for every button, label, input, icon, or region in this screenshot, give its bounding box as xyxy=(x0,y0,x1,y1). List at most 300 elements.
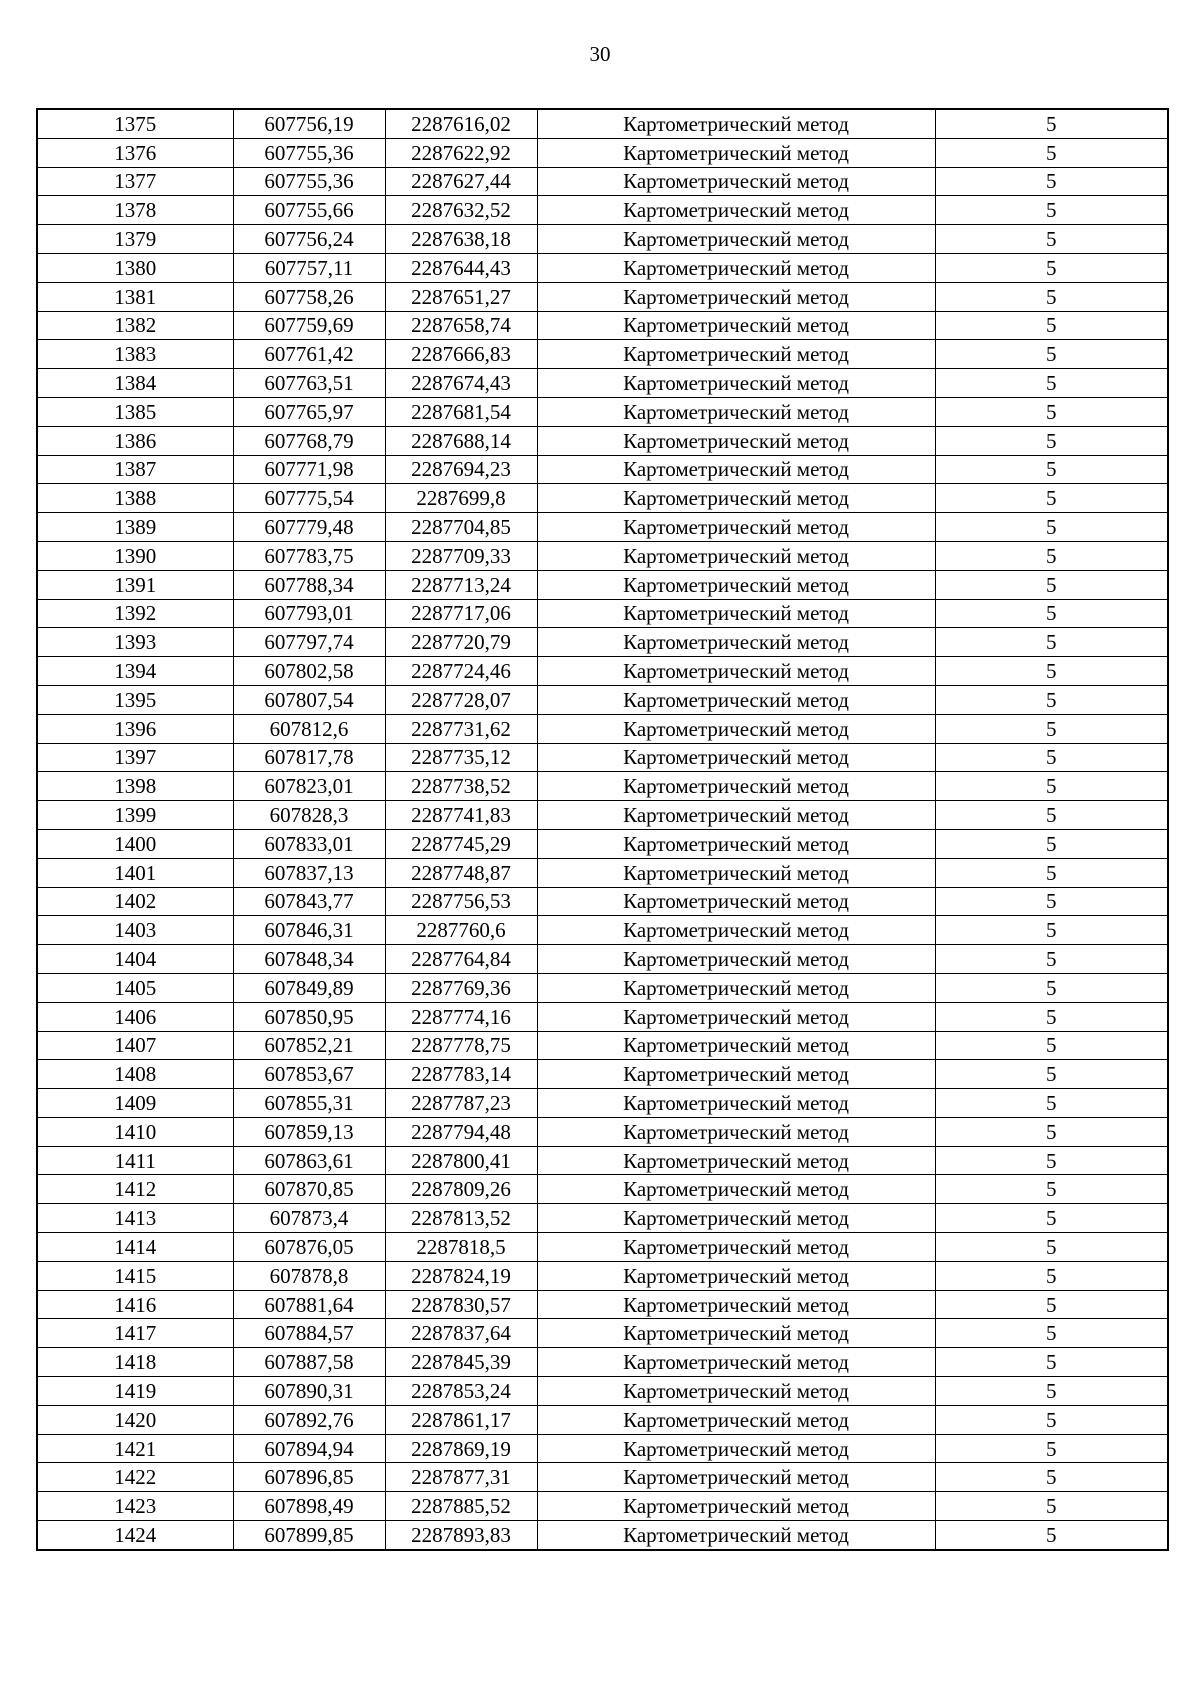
point-number-cell: 1424 xyxy=(37,1521,233,1550)
accuracy-cell: 5 xyxy=(935,916,1168,945)
y-coordinate-cell: 2287861,17 xyxy=(385,1405,537,1434)
y-coordinate-cell: 2287632,52 xyxy=(385,196,537,225)
y-coordinate-cell: 2287853,24 xyxy=(385,1377,537,1406)
point-number-cell: 1419 xyxy=(37,1377,233,1406)
accuracy-cell: 5 xyxy=(935,1002,1168,1031)
table-row xyxy=(37,138,1168,167)
y-coordinate-cell: 2287824,19 xyxy=(385,1261,537,1290)
method-cell: Картометрический метод xyxy=(537,1031,935,1060)
point-number-cell: 1420 xyxy=(37,1405,233,1434)
accuracy-cell: 5 xyxy=(935,1521,1168,1550)
method-cell: Картометрический метод xyxy=(537,1377,935,1406)
y-coordinate-cell: 2287699,8 xyxy=(385,484,537,513)
y-coordinate-cell: 2287651,27 xyxy=(385,282,537,311)
x-coordinate-cell: 607884,57 xyxy=(233,1319,385,1348)
point-number-cell: 1387 xyxy=(37,455,233,484)
point-number-cell: 1399 xyxy=(37,801,233,830)
x-coordinate-cell: 607812,6 xyxy=(233,714,385,743)
y-coordinate-cell: 2287674,43 xyxy=(385,369,537,398)
method-cell: Картометрический метод xyxy=(537,1060,935,1089)
y-coordinate-cell: 2287769,36 xyxy=(385,973,537,1002)
point-number-cell: 1405 xyxy=(37,973,233,1002)
x-coordinate-cell: 607837,13 xyxy=(233,858,385,887)
method-cell: Картометрический метод xyxy=(537,340,935,369)
y-coordinate-cell: 2287813,52 xyxy=(385,1204,537,1233)
method-cell: Картометрический метод xyxy=(537,484,935,513)
table-row xyxy=(37,743,1168,772)
x-coordinate-cell: 607853,67 xyxy=(233,1060,385,1089)
table-row xyxy=(37,1348,1168,1377)
point-number-cell: 1417 xyxy=(37,1319,233,1348)
point-number-cell: 1418 xyxy=(37,1348,233,1377)
y-coordinate-cell: 2287627,44 xyxy=(385,167,537,196)
method-cell: Картометрический метод xyxy=(537,714,935,743)
x-coordinate-cell: 607894,94 xyxy=(233,1434,385,1463)
method-cell: Картометрический метод xyxy=(537,685,935,714)
accuracy-cell: 5 xyxy=(935,1233,1168,1262)
x-coordinate-cell: 607898,49 xyxy=(233,1492,385,1521)
accuracy-cell: 5 xyxy=(935,1492,1168,1521)
table-row xyxy=(37,887,1168,916)
accuracy-cell: 5 xyxy=(935,484,1168,513)
method-cell: Картометрический метод xyxy=(537,1434,935,1463)
point-number-cell: 1375 xyxy=(37,109,233,138)
table-row xyxy=(37,858,1168,887)
point-number-cell: 1402 xyxy=(37,887,233,916)
coordinates-table-body xyxy=(37,109,1168,1550)
x-coordinate-cell: 607755,36 xyxy=(233,138,385,167)
method-cell: Картометрический метод xyxy=(537,1290,935,1319)
x-coordinate-cell: 607763,51 xyxy=(233,369,385,398)
point-number-cell: 1422 xyxy=(37,1463,233,1492)
method-cell: Картометрический метод xyxy=(537,916,935,945)
x-coordinate-cell: 607848,34 xyxy=(233,945,385,974)
table-row xyxy=(37,1204,1168,1233)
point-number-cell: 1386 xyxy=(37,426,233,455)
y-coordinate-cell: 2287658,74 xyxy=(385,311,537,340)
method-cell: Картометрический метод xyxy=(537,858,935,887)
table-row xyxy=(37,1261,1168,1290)
table-row xyxy=(37,1521,1168,1550)
method-cell: Картометрический метод xyxy=(537,743,935,772)
point-number-cell: 1391 xyxy=(37,570,233,599)
y-coordinate-cell: 2287794,48 xyxy=(385,1117,537,1146)
x-coordinate-cell: 607759,69 xyxy=(233,311,385,340)
method-cell: Картометрический метод xyxy=(537,138,935,167)
accuracy-cell: 5 xyxy=(935,657,1168,686)
x-coordinate-cell: 607843,77 xyxy=(233,887,385,916)
method-cell: Картометрический метод xyxy=(537,513,935,542)
method-cell: Картометрический метод xyxy=(537,282,935,311)
y-coordinate-cell: 2287731,62 xyxy=(385,714,537,743)
x-coordinate-cell: 607761,42 xyxy=(233,340,385,369)
x-coordinate-cell: 607756,24 xyxy=(233,225,385,254)
point-number-cell: 1389 xyxy=(37,513,233,542)
point-number-cell: 1408 xyxy=(37,1060,233,1089)
table-row xyxy=(37,1089,1168,1118)
table-row xyxy=(37,1060,1168,1089)
accuracy-cell: 5 xyxy=(935,973,1168,1002)
y-coordinate-cell: 2287644,43 xyxy=(385,253,537,282)
method-cell: Картометрический метод xyxy=(537,1117,935,1146)
method-cell: Картометрический метод xyxy=(537,1463,935,1492)
accuracy-cell: 5 xyxy=(935,1377,1168,1406)
table-row xyxy=(37,1031,1168,1060)
table-row xyxy=(37,570,1168,599)
table-row xyxy=(37,714,1168,743)
table-row xyxy=(37,1463,1168,1492)
point-number-cell: 1400 xyxy=(37,829,233,858)
y-coordinate-cell: 2287713,24 xyxy=(385,570,537,599)
y-coordinate-cell: 2287717,06 xyxy=(385,599,537,628)
table-row xyxy=(37,369,1168,398)
table-row xyxy=(37,196,1168,225)
method-cell: Картометрический метод xyxy=(537,1175,935,1204)
x-coordinate-cell: 607896,85 xyxy=(233,1463,385,1492)
y-coordinate-cell: 2287681,54 xyxy=(385,397,537,426)
accuracy-cell: 5 xyxy=(935,628,1168,657)
table-row xyxy=(37,484,1168,513)
point-number-cell: 1410 xyxy=(37,1117,233,1146)
point-number-cell: 1423 xyxy=(37,1492,233,1521)
point-number-cell: 1383 xyxy=(37,340,233,369)
table-row xyxy=(37,397,1168,426)
y-coordinate-cell: 2287738,52 xyxy=(385,772,537,801)
method-cell: Картометрический метод xyxy=(537,311,935,340)
accuracy-cell: 5 xyxy=(935,455,1168,484)
point-number-cell: 1407 xyxy=(37,1031,233,1060)
y-coordinate-cell: 2287616,02 xyxy=(385,109,537,138)
method-cell: Картометрический метод xyxy=(537,657,935,686)
y-coordinate-cell: 2287741,83 xyxy=(385,801,537,830)
accuracy-cell: 5 xyxy=(935,1146,1168,1175)
accuracy-cell: 5 xyxy=(935,685,1168,714)
x-coordinate-cell: 607887,58 xyxy=(233,1348,385,1377)
table-row xyxy=(37,1319,1168,1348)
accuracy-cell: 5 xyxy=(935,1463,1168,1492)
table-row xyxy=(37,1175,1168,1204)
method-cell: Картометрический метод xyxy=(537,541,935,570)
point-number-cell: 1394 xyxy=(37,657,233,686)
x-coordinate-cell: 607890,31 xyxy=(233,1377,385,1406)
y-coordinate-cell: 2287869,19 xyxy=(385,1434,537,1463)
point-number-cell: 1412 xyxy=(37,1175,233,1204)
point-number-cell: 1414 xyxy=(37,1233,233,1262)
accuracy-cell: 5 xyxy=(935,801,1168,830)
table-row xyxy=(37,685,1168,714)
point-number-cell: 1397 xyxy=(37,743,233,772)
y-coordinate-cell: 2287774,16 xyxy=(385,1002,537,1031)
x-coordinate-cell: 607802,58 xyxy=(233,657,385,686)
accuracy-cell: 5 xyxy=(935,743,1168,772)
point-number-cell: 1388 xyxy=(37,484,233,513)
accuracy-cell: 5 xyxy=(935,225,1168,254)
method-cell: Картометрический метод xyxy=(537,1002,935,1031)
accuracy-cell: 5 xyxy=(935,945,1168,974)
y-coordinate-cell: 2287760,6 xyxy=(385,916,537,945)
accuracy-cell: 5 xyxy=(935,1434,1168,1463)
point-number-cell: 1380 xyxy=(37,253,233,282)
x-coordinate-cell: 607881,64 xyxy=(233,1290,385,1319)
point-number-cell: 1416 xyxy=(37,1290,233,1319)
method-cell: Картометрический метод xyxy=(537,1521,935,1550)
method-cell: Картометрический метод xyxy=(537,1405,935,1434)
table-row xyxy=(37,225,1168,254)
x-coordinate-cell: 607755,66 xyxy=(233,196,385,225)
table-row xyxy=(37,1492,1168,1521)
x-coordinate-cell: 607817,78 xyxy=(233,743,385,772)
accuracy-cell: 5 xyxy=(935,1117,1168,1146)
x-coordinate-cell: 607788,34 xyxy=(233,570,385,599)
point-number-cell: 1395 xyxy=(37,685,233,714)
table-row xyxy=(37,829,1168,858)
y-coordinate-cell: 2287885,52 xyxy=(385,1492,537,1521)
table-row xyxy=(37,1377,1168,1406)
y-coordinate-cell: 2287748,87 xyxy=(385,858,537,887)
x-coordinate-cell: 607758,26 xyxy=(233,282,385,311)
accuracy-cell: 5 xyxy=(935,541,1168,570)
point-number-cell: 1413 xyxy=(37,1204,233,1233)
x-coordinate-cell: 607863,61 xyxy=(233,1146,385,1175)
y-coordinate-cell: 2287800,41 xyxy=(385,1146,537,1175)
y-coordinate-cell: 2287638,18 xyxy=(385,225,537,254)
table-row xyxy=(37,426,1168,455)
point-number-cell: 1376 xyxy=(37,138,233,167)
accuracy-cell: 5 xyxy=(935,513,1168,542)
accuracy-cell: 5 xyxy=(935,167,1168,196)
point-number-cell: 1390 xyxy=(37,541,233,570)
y-coordinate-cell: 2287704,85 xyxy=(385,513,537,542)
y-coordinate-cell: 2287728,07 xyxy=(385,685,537,714)
y-coordinate-cell: 2287764,84 xyxy=(385,945,537,974)
method-cell: Картометрический метод xyxy=(537,369,935,398)
table-row xyxy=(37,916,1168,945)
table-row xyxy=(37,628,1168,657)
accuracy-cell: 5 xyxy=(935,1290,1168,1319)
x-coordinate-cell: 607793,01 xyxy=(233,599,385,628)
table-row xyxy=(37,657,1168,686)
method-cell: Картометрический метод xyxy=(537,426,935,455)
method-cell: Картометрический метод xyxy=(537,945,935,974)
method-cell: Картометрический метод xyxy=(537,1146,935,1175)
point-number-cell: 1411 xyxy=(37,1146,233,1175)
table-row xyxy=(37,311,1168,340)
accuracy-cell: 5 xyxy=(935,340,1168,369)
point-number-cell: 1377 xyxy=(37,167,233,196)
accuracy-cell: 5 xyxy=(935,772,1168,801)
accuracy-cell: 5 xyxy=(935,397,1168,426)
method-cell: Картометрический метод xyxy=(537,887,935,916)
accuracy-cell: 5 xyxy=(935,1319,1168,1348)
y-coordinate-cell: 2287720,79 xyxy=(385,628,537,657)
table-row xyxy=(37,801,1168,830)
method-cell: Картометрический метод xyxy=(537,1204,935,1233)
x-coordinate-cell: 607876,05 xyxy=(233,1233,385,1262)
x-coordinate-cell: 607779,48 xyxy=(233,513,385,542)
method-cell: Картометрический метод xyxy=(537,225,935,254)
point-number-cell: 1392 xyxy=(37,599,233,628)
x-coordinate-cell: 607765,97 xyxy=(233,397,385,426)
method-cell: Картометрический метод xyxy=(537,109,935,138)
method-cell: Картометрический метод xyxy=(537,397,935,426)
x-coordinate-cell: 607833,01 xyxy=(233,829,385,858)
method-cell: Картометрический метод xyxy=(537,196,935,225)
point-number-cell: 1401 xyxy=(37,858,233,887)
accuracy-cell: 5 xyxy=(935,714,1168,743)
table-row xyxy=(37,455,1168,484)
point-number-cell: 1403 xyxy=(37,916,233,945)
accuracy-cell: 5 xyxy=(935,1405,1168,1434)
method-cell: Картометрический метод xyxy=(537,973,935,1002)
method-cell: Картометрический метод xyxy=(537,167,935,196)
y-coordinate-cell: 2287756,53 xyxy=(385,887,537,916)
method-cell: Картометрический метод xyxy=(537,455,935,484)
accuracy-cell: 5 xyxy=(935,1089,1168,1118)
method-cell: Картометрический метод xyxy=(537,1261,935,1290)
accuracy-cell: 5 xyxy=(935,282,1168,311)
y-coordinate-cell: 2287724,46 xyxy=(385,657,537,686)
x-coordinate-cell: 607870,85 xyxy=(233,1175,385,1204)
x-coordinate-cell: 607768,79 xyxy=(233,426,385,455)
x-coordinate-cell: 607846,31 xyxy=(233,916,385,945)
y-coordinate-cell: 2287709,33 xyxy=(385,541,537,570)
y-coordinate-cell: 2287735,12 xyxy=(385,743,537,772)
accuracy-cell: 5 xyxy=(935,570,1168,599)
x-coordinate-cell: 607823,01 xyxy=(233,772,385,801)
accuracy-cell: 5 xyxy=(935,858,1168,887)
table-row xyxy=(37,1146,1168,1175)
y-coordinate-cell: 2287830,57 xyxy=(385,1290,537,1319)
method-cell: Картометрический метод xyxy=(537,801,935,830)
y-coordinate-cell: 2287877,31 xyxy=(385,1463,537,1492)
point-number-cell: 1396 xyxy=(37,714,233,743)
table-row xyxy=(37,1233,1168,1262)
table-row xyxy=(37,340,1168,369)
y-coordinate-cell: 2287666,83 xyxy=(385,340,537,369)
point-number-cell: 1393 xyxy=(37,628,233,657)
x-coordinate-cell: 607899,85 xyxy=(233,1521,385,1550)
y-coordinate-cell: 2287837,64 xyxy=(385,1319,537,1348)
table-row xyxy=(37,973,1168,1002)
table-row xyxy=(37,1290,1168,1319)
table-row xyxy=(37,772,1168,801)
point-number-cell: 1406 xyxy=(37,1002,233,1031)
y-coordinate-cell: 2287809,26 xyxy=(385,1175,537,1204)
table-row xyxy=(37,1434,1168,1463)
accuracy-cell: 5 xyxy=(935,1060,1168,1089)
table-row xyxy=(37,109,1168,138)
point-number-cell: 1381 xyxy=(37,282,233,311)
x-coordinate-cell: 607850,95 xyxy=(233,1002,385,1031)
x-coordinate-cell: 607797,74 xyxy=(233,628,385,657)
y-coordinate-cell: 2287818,5 xyxy=(385,1233,537,1262)
x-coordinate-cell: 607849,89 xyxy=(233,973,385,1002)
method-cell: Картометрический метод xyxy=(537,829,935,858)
x-coordinate-cell: 607755,36 xyxy=(233,167,385,196)
table-row xyxy=(37,599,1168,628)
accuracy-cell: 5 xyxy=(935,138,1168,167)
x-coordinate-cell: 607828,3 xyxy=(233,801,385,830)
table-row xyxy=(37,1002,1168,1031)
accuracy-cell: 5 xyxy=(935,1031,1168,1060)
method-cell: Картометрический метод xyxy=(537,628,935,657)
table-row xyxy=(37,513,1168,542)
table-row xyxy=(37,282,1168,311)
accuracy-cell: 5 xyxy=(935,253,1168,282)
y-coordinate-cell: 2287845,39 xyxy=(385,1348,537,1377)
table-row xyxy=(37,253,1168,282)
accuracy-cell: 5 xyxy=(935,829,1168,858)
x-coordinate-cell: 607873,4 xyxy=(233,1204,385,1233)
table-row xyxy=(37,541,1168,570)
accuracy-cell: 5 xyxy=(935,1348,1168,1377)
point-number-cell: 1379 xyxy=(37,225,233,254)
table-row xyxy=(37,945,1168,974)
method-cell: Картометрический метод xyxy=(537,1233,935,1262)
y-coordinate-cell: 2287694,23 xyxy=(385,455,537,484)
point-number-cell: 1415 xyxy=(37,1261,233,1290)
point-number-cell: 1421 xyxy=(37,1434,233,1463)
x-coordinate-cell: 607859,13 xyxy=(233,1117,385,1146)
accuracy-cell: 5 xyxy=(935,599,1168,628)
method-cell: Картометрический метод xyxy=(537,1492,935,1521)
x-coordinate-cell: 607855,31 xyxy=(233,1089,385,1118)
accuracy-cell: 5 xyxy=(935,1175,1168,1204)
x-coordinate-cell: 607756,19 xyxy=(233,109,385,138)
y-coordinate-cell: 2287778,75 xyxy=(385,1031,537,1060)
page-number: 30 xyxy=(589,42,611,66)
x-coordinate-cell: 607892,76 xyxy=(233,1405,385,1434)
accuracy-cell: 5 xyxy=(935,311,1168,340)
y-coordinate-cell: 2287893,83 xyxy=(385,1521,537,1550)
point-number-cell: 1382 xyxy=(37,311,233,340)
method-cell: Картометрический метод xyxy=(537,772,935,801)
method-cell: Картометрический метод xyxy=(537,599,935,628)
point-number-cell: 1378 xyxy=(37,196,233,225)
method-cell: Картометрический метод xyxy=(537,1319,935,1348)
y-coordinate-cell: 2287688,14 xyxy=(385,426,537,455)
y-coordinate-cell: 2287622,92 xyxy=(385,138,537,167)
accuracy-cell: 5 xyxy=(935,196,1168,225)
x-coordinate-cell: 607783,75 xyxy=(233,541,385,570)
method-cell: Картометрический метод xyxy=(537,570,935,599)
point-number-cell: 1404 xyxy=(37,945,233,974)
method-cell: Картометрический метод xyxy=(537,253,935,282)
point-number-cell: 1398 xyxy=(37,772,233,801)
method-cell: Картометрический метод xyxy=(537,1089,935,1118)
accuracy-cell: 5 xyxy=(935,1261,1168,1290)
coordinates-table xyxy=(36,108,1169,1551)
accuracy-cell: 5 xyxy=(935,109,1168,138)
accuracy-cell: 5 xyxy=(935,369,1168,398)
x-coordinate-cell: 607775,54 xyxy=(233,484,385,513)
y-coordinate-cell: 2287787,23 xyxy=(385,1089,537,1118)
accuracy-cell: 5 xyxy=(935,426,1168,455)
y-coordinate-cell: 2287745,29 xyxy=(385,829,537,858)
x-coordinate-cell: 607757,11 xyxy=(233,253,385,282)
x-coordinate-cell: 607807,54 xyxy=(233,685,385,714)
point-number-cell: 1409 xyxy=(37,1089,233,1118)
x-coordinate-cell: 607852,21 xyxy=(233,1031,385,1060)
accuracy-cell: 5 xyxy=(935,887,1168,916)
x-coordinate-cell: 607771,98 xyxy=(233,455,385,484)
point-number-cell: 1384 xyxy=(37,369,233,398)
method-cell: Картометрический метод xyxy=(537,1348,935,1377)
table-row xyxy=(37,1405,1168,1434)
point-number-cell: 1385 xyxy=(37,397,233,426)
y-coordinate-cell: 2287783,14 xyxy=(385,1060,537,1089)
accuracy-cell: 5 xyxy=(935,1204,1168,1233)
